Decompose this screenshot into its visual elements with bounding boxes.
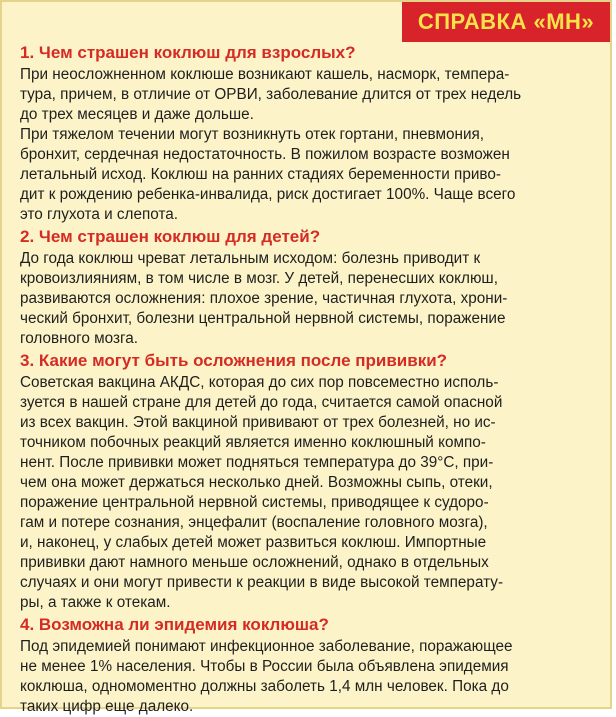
section-1 xyxy=(20,41,605,225)
question-heading: 2. Чем страшен коклюш для детей? xyxy=(20,227,321,246)
qa-content xyxy=(20,41,605,717)
question-heading: 4. Возможна ли эпидемия коклюша? xyxy=(20,615,329,634)
answer-paragraph: При неосложненном коклюше возникают кашель, насморк, темпера- тура, причем, в отличие от ОРВИ, заболевание длится от трех недель до трех месяцев и даже дольше. xyxy=(20,66,522,123)
answer-paragraph: До года коклюш чреват летальным исходом: болезнь приводит к кровоизлияниям, в том числе в мозг. У детей, перенесших коклюш, развиваются осложнения: плохое зрение, частичная глухота, хрони- ческий бронхит, болезни центральной нервной системы, поражение головного мозга. xyxy=(20,250,508,347)
section-banner: СПРАВКА «МН» xyxy=(402,2,610,42)
question-heading: 1. Чем страшен коклюш для взрослых? xyxy=(20,43,356,62)
answer-paragraph: Советская вакцина АКДС, которая до сих пор повсеместно исполь- зуется в нашей стране для детей до года, считается самой опасной из всех вакцин. Этой вакциной прививают от трех болезней, но ис- точником побочных реакций является именно коклюшный компо- нент. После прививки может подняться температура до 39°С, при- чем она может держаться несколько дней. Возможны сыпь, отеки, поражение центральной нервной системы, приводящее к судоро- гам и потере сознания, энцефалит (воспаление головного мозга), и, наконец, у слабых детей может развиться коклюш. Импортные прививки дают намного меньше осложнений, однако в отдельных случаях и они могут привести к реакции в виде высокой температу- ры, а также к отекам. xyxy=(20,374,504,611)
answer-paragraph: Под эпидемией понимают инфекционное заболевание, поражающее не менее 1% населения. Чтобы в России была объявлена эпидемия коклюша, одномоментно должны заболеть 1,4 млн человек. Пока до таких цифр еще далеко. xyxy=(20,638,513,715)
section-3 xyxy=(20,349,605,613)
section-2 xyxy=(20,225,605,349)
answer-paragraph: При тяжелом течении могут возникнуть отек гортани, пневмония, бронхит, сердечная недостаточность. В пожилом возрасте возможен летальный исход. Коклюш на ранних стадиях беременности приво- дит к рождению ребенка-инвалида, риск достигает 100%. Чаще всего это глухота и слепота. xyxy=(20,126,516,223)
section-4 xyxy=(20,613,605,717)
question-heading: 3. Какие могут быть осложнения после прививки? xyxy=(20,351,448,370)
